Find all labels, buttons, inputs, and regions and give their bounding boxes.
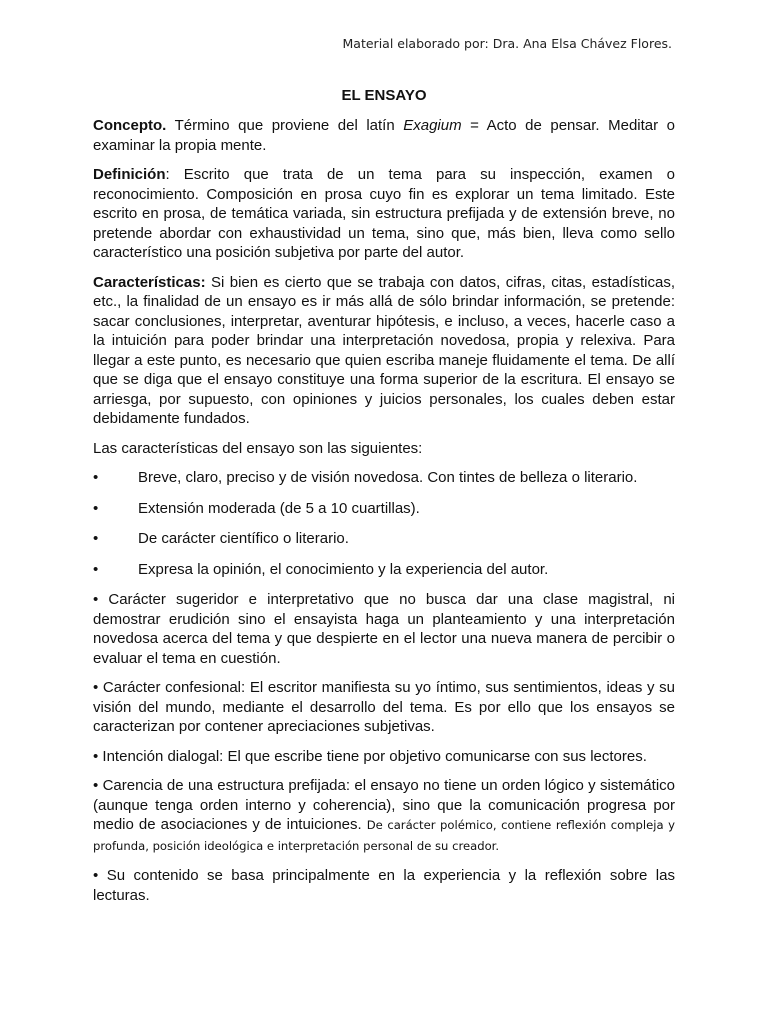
- bullet-symbol: •: [93, 499, 99, 517]
- caracteristicas-paragraph: [93, 273, 675, 429]
- contenido-paragraph: • Su contenido se basa principalmente en la experiencia y la reflexión sobre las lecturas.: [93, 867, 675, 904]
- confesional-paragraph: • Carácter confesional: El escritor manifiesta su yo íntimo, sus sentimientos, ideas y su visión del mundo, mediante el desarrollo del tema. Es por ello que los ensayos se caracterizan por contener apreciaciones subjetivas.: [93, 679, 675, 735]
- carencia-main-text: • Carencia de una estructura prefijada: el ensayo no tiene un orden lógico y sistemático (aunque tenga orden interno y coherencia), sino que la comunicación progresa por medio de asociaciones y de intuiciones.: [93, 777, 675, 833]
- caracteristicas-text: Si bien es cierto que se trabaja con datos, cifras, citas, estadísticas, etc., la finalidad de un ensayo es ir más allá de sólo brindar información, se pretende: sacar conclusiones, interpretar, aventurar hipótesis, e incluso, a veces, hacerle caso a la intuición para poder brindar una interpretación novedosa, propia y relexiva. Para llegar a este punto, es necesario que quien escriba maneje fluidamente el tema. De allí que se diga que el ensayo constituye una forma superior de la escritura. El ensayo se arriesga, por supuesto, con opiniones y juicios personales, los cuales deben estar debidamente fundados.: [93, 273, 675, 427]
- dialogal-paragraph: • Intención dialogal: El que escribe tiene por objetivo comunicarse con sus lectores.: [93, 747, 647, 765]
- document-body: [93, 86, 675, 915]
- bullet-symbol: •: [93, 560, 99, 578]
- list-item-text: De carácter científico o literario.: [138, 530, 349, 547]
- definicion-text: : Escrito que trata de un tema para su inspección, examen o reconocimiento. Composición en prosa cuyo fin es explorar un tema limitado. Este escrito en prosa, de temática variada, sin estructura prefijada y de extensión breve, no pretende abordar con exhaustividad un tema, sino que, más bien, lleva como sello característico una posición subjetiva por parte del autor.: [93, 166, 675, 261]
- carencia-paragraph: [93, 776, 675, 856]
- definicion-paragraph: [93, 165, 675, 263]
- concepto-latin-term: Exagium: [403, 117, 462, 134]
- list-item: [93, 468, 675, 488]
- bullet-symbol: •: [93, 530, 99, 547]
- concepto-text-before: Término que proviene del latín: [166, 117, 404, 134]
- bullet-symbol: •: [93, 469, 99, 486]
- caracteristicas-label: Características:: [93, 273, 206, 291]
- document-title: EL ENSAYO: [341, 87, 427, 104]
- concepto-label: Concepto.: [93, 117, 167, 134]
- list-item-text: Breve, claro, preciso y de visión novedosa. Con tintes de belleza o literario.: [138, 469, 638, 486]
- list-intro: Las características del ensayo son las siguientes:: [93, 439, 423, 457]
- sugeridor-paragraph: • Carácter sugeridor e interpretativo que no busca dar una clase magistral, ni demostrar erudición sino el ensayista haga un planteamiento y una interpretación novedosa acerca del tema y que despierte en el lector una nueva manera de percibir o evaluar el tema en cuestión.: [93, 591, 675, 667]
- carencia-small-text: De carácter polémico, contiene reflexión compleja y profunda, posición ideológica e interpretación personal de su creador.: [93, 818, 675, 853]
- definicion-label: Definición: [93, 166, 166, 183]
- author-header: Material elaborado por: Dra. Ana Elsa Chávez Flores.: [342, 36, 672, 51]
- list-item: [93, 499, 675, 519]
- list-item: [93, 560, 675, 580]
- list-item-text: Expresa la opinión, el conocimiento y la experiencia del autor.: [138, 560, 549, 578]
- concepto-text-after: = Acto de pensar. Meditar o examinar la propia mente.: [93, 117, 675, 154]
- list-item: [93, 529, 675, 549]
- concepto-paragraph: [93, 116, 675, 155]
- list-item-text: Extensión moderada (de 5 a 10 cuartillas).: [138, 499, 420, 517]
